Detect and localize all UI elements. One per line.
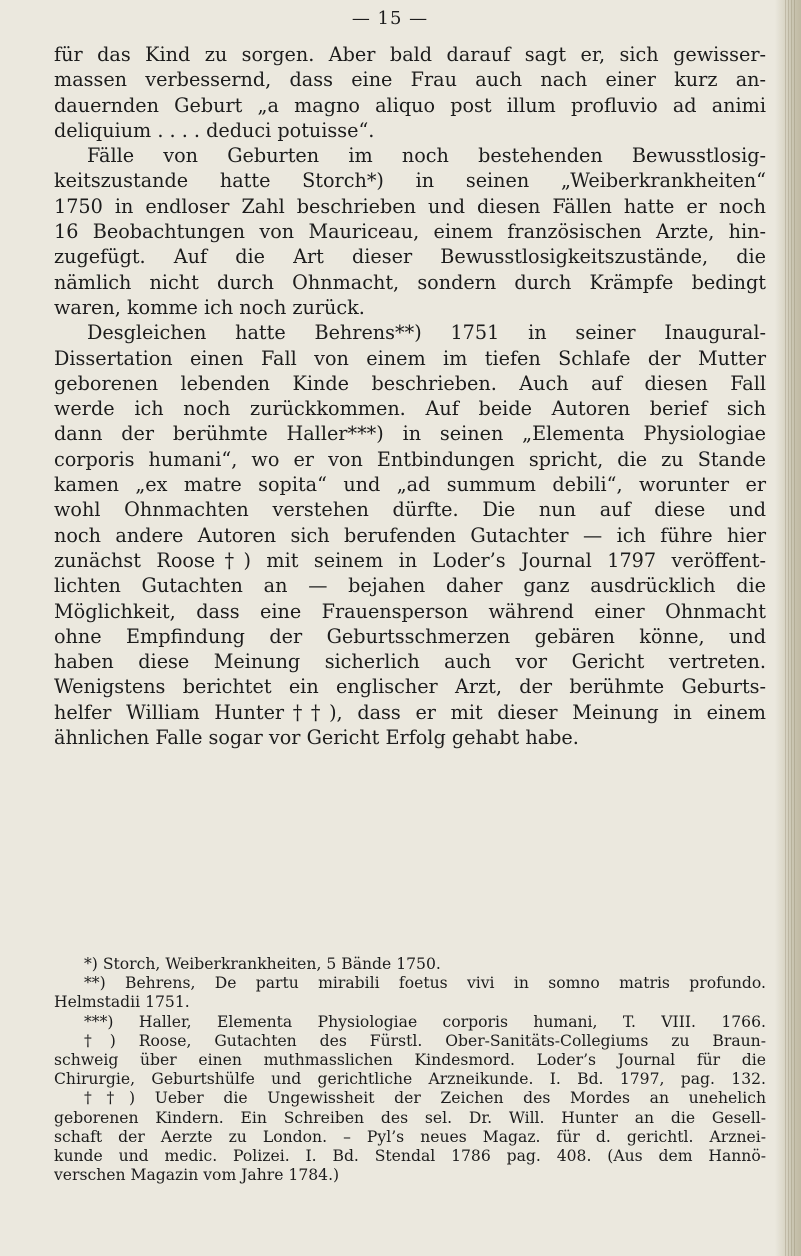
main-text	[54, 42, 766, 750]
footnote-line: Helmstadii 1751.	[54, 993, 190, 1012]
text-line: keitszustande hatte Storch*) in seinen „Weiberkrankheiten“	[54, 169, 766, 193]
footnote-line: **) Behrens, De partu mirabili foetus vivi in somno matris profundo.	[84, 974, 766, 993]
text-line: kamen „ex matre sopita“ und „ad summum debili“, worunter er	[54, 473, 766, 497]
text-line: Desgleichen hatte Behrens**) 1751 in seiner Inaugural-	[87, 321, 766, 345]
footnote-line: verschen Magazin vom Jahre 1784.)	[54, 1166, 340, 1185]
text-line: Wenigstens berichtet ein englischer Arzt, der berühmte Geburts-	[54, 675, 766, 699]
text-line: wohl Ohnmachten verstehen dürfte. Die nun auf diese und	[54, 498, 766, 522]
footnote-line: ††) Ueber die Ungewissheit der Zeichen des Mordes an unehelich	[84, 1089, 766, 1108]
text-line: 16 Beobachtungen von Mauriceau, einem französischen Arzte, hin-	[54, 220, 766, 244]
text-line: corporis humani“, wo er von Entbindungen spricht, die zu Stande	[54, 447, 766, 471]
text-line: dann der berühmte Haller***) in seinen „Elementa Physiologiae	[54, 422, 766, 446]
text-line: massen verbessernd, dass eine Frau auch nach einer kurz an-	[54, 68, 766, 92]
footnote-line: ***) Haller, Elementa Physiologiae corporis humani, T. VIII. 1766.	[84, 1012, 766, 1031]
text-line: haben diese Meinung sicherlich auch vor Gericht vertreten.	[54, 650, 766, 674]
text-line: zunächst Roose†) mit seinem in Loder’s Journal 1797 veröffent-	[54, 548, 766, 572]
footnotes	[54, 955, 766, 1185]
page-number: — 15 —	[351, 8, 429, 29]
text-line: für das Kind zu sorgen. Aber bald darauf sagt er, sich gewisser-	[54, 43, 766, 66]
text-line: Möglichkeit, dass eine Frauensperson während einer Ohnmacht	[54, 599, 766, 623]
text-line: helfer William Hunter††), dass er mit dieser Meinung in einem	[54, 700, 766, 724]
footnote-line: geborenen Kindern. Ein Schreiben des sel. Dr. Will. Hunter an die Gesell-	[54, 1108, 766, 1127]
text-line: Dissertation einen Fall von einem im tiefen Schlafe der Mutter	[54, 346, 766, 370]
text-line: lichten Gutachten an — bejahen daher ganz ausdrücklich die	[54, 574, 766, 598]
text-line: werde ich noch zurückkommen. Auf beide Autoren berief sich	[54, 397, 766, 421]
footnote-line: Chirurgie, Geburtshülfe und gerichtliche Arzneikunde. I. Bd. 1797, pag. 132.	[54, 1070, 766, 1089]
text-line: noch andere Autoren sich berufenden Gutachter — ich führe hier	[54, 523, 766, 547]
text-line: deliquium . . . . deduci potuisse“.	[54, 118, 375, 142]
footnote-line: †) Roose, Gutachten des Fürstl. Ober-Sanitäts-Collegiums zu Braun-	[84, 1031, 766, 1050]
text-line: Fälle von Geburten im noch bestehenden Bewusstlosig-	[87, 144, 766, 168]
page-edge-stack	[785, 0, 795, 1256]
text-line: geborenen lebenden Kinde beschrieben. Auch auf diesen Fall	[54, 371, 766, 395]
text-line: 1750 in endloser Zahl beschrieben und diesen Fällen hatte er noch	[54, 194, 766, 218]
text-line: nämlich nicht durch Ohnmacht, sondern durch Krämpfe bedingt	[54, 270, 766, 294]
text-line: waren, komme ich noch zurück.	[54, 295, 365, 319]
text-line: ähnlichen Falle sogar vor Gericht Erfolg gehabt habe.	[54, 726, 579, 750]
text-line: dauernden Geburt „a magno aliquo post illum profluvio ad animi	[54, 93, 766, 117]
text-line: zugefügt. Auf die Art dieser Bewusstlosigkeitszustände, die	[54, 245, 766, 269]
footnote-line: kunde und medic. Polizei. I. Bd. Stendal 1786 pag. 408. (Aus dem Hannö-	[54, 1147, 766, 1166]
footnote-line: schweig über einen muthmasslichen Kindesmord. Loder’s Journal für die	[54, 1051, 766, 1070]
footnote-line: schaft der Aerzte zu London. – Pyl’s neues Magaz. für d. gerichtl. Arznei-	[54, 1127, 766, 1146]
text-line: ohne Empfindung der Geburtsschmerzen gebären könne, und	[54, 624, 766, 648]
footnote-line: *) Storch, Weiberkrankheiten, 5 Bände 1750.	[84, 955, 441, 973]
